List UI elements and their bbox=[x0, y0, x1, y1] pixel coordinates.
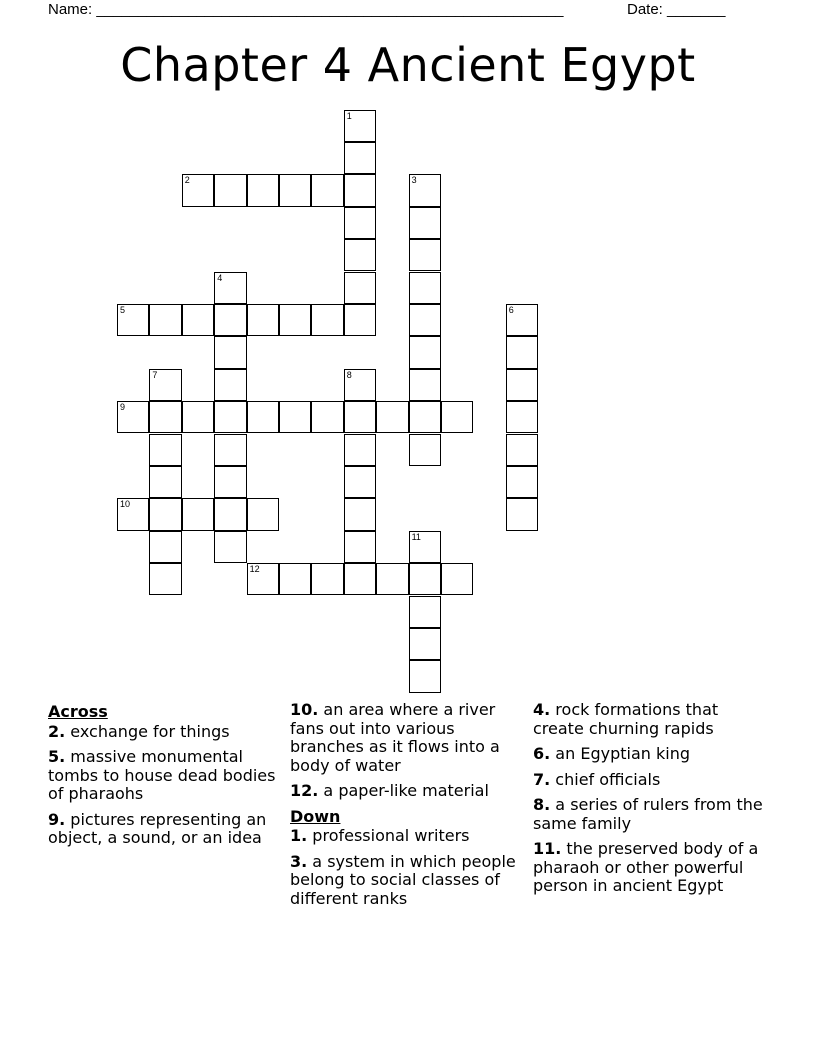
clue-number: 2 bbox=[184, 175, 190, 186]
grid-cell[interactable] bbox=[149, 434, 181, 466]
grid-cell[interactable] bbox=[214, 174, 246, 206]
clue-number: 10 bbox=[120, 499, 131, 510]
grid-cell[interactable] bbox=[506, 466, 538, 498]
date-label: Date: _______ bbox=[627, 1, 726, 18]
grid-cell[interactable] bbox=[182, 304, 214, 336]
grid-cell[interactable] bbox=[344, 466, 376, 498]
grid-cell[interactable] bbox=[409, 336, 441, 368]
grid-cell[interactable] bbox=[376, 563, 408, 595]
clue-number: 4 bbox=[217, 272, 223, 283]
clue-down-1: 1. professional writers bbox=[290, 826, 470, 845]
grid-cell[interactable] bbox=[214, 531, 246, 563]
clue-column-1 bbox=[48, 701, 284, 855]
grid-cell[interactable] bbox=[409, 563, 441, 595]
grid-cell[interactable] bbox=[344, 304, 376, 336]
grid-cell[interactable] bbox=[344, 434, 376, 466]
grid-cell[interactable] bbox=[214, 498, 246, 530]
grid-cell[interactable] bbox=[344, 498, 376, 530]
grid-cell[interactable] bbox=[409, 239, 441, 271]
clue-across-9: 9. pictures representing an object, a sound, or an idea bbox=[48, 809, 267, 847]
clue-column-3 bbox=[533, 701, 773, 903]
clue-across-10: 10. an area where a river fans out into various branches as it flows into a body of water bbox=[290, 700, 500, 775]
clue-down-3: 3. a system in which people belong to social classes of different ranks bbox=[290, 851, 516, 908]
name-label: Name: ________________________________________________________ bbox=[48, 1, 564, 18]
grid-cell[interactable] bbox=[409, 304, 441, 336]
grid-cell[interactable] bbox=[409, 660, 441, 692]
grid-cell[interactable] bbox=[506, 336, 538, 368]
clue-down-4: 4. rock formations that create churning rapids bbox=[533, 700, 719, 738]
grid-cell[interactable] bbox=[117, 401, 149, 433]
clue-across-2: 2. exchange for things bbox=[48, 721, 230, 741]
grid-cell[interactable] bbox=[441, 563, 473, 595]
grid-cell[interactable] bbox=[214, 304, 246, 336]
clue-number: 3 bbox=[411, 175, 417, 186]
grid-cell[interactable] bbox=[344, 531, 376, 563]
page-title: Chapter 4 Ancient Egypt bbox=[120, 38, 696, 92]
grid-cell[interactable] bbox=[344, 174, 376, 206]
grid-cell[interactable] bbox=[247, 304, 279, 336]
clue-across-12: 12. a paper-like material bbox=[290, 781, 489, 800]
clue-number: 12 bbox=[249, 564, 260, 575]
grid-cell[interactable] bbox=[506, 498, 538, 530]
across-heading: Across bbox=[48, 702, 108, 721]
grid-cell[interactable] bbox=[376, 401, 408, 433]
grid-cell[interactable] bbox=[247, 563, 279, 595]
grid-cell[interactable] bbox=[344, 401, 376, 433]
clue-down-8: 8. a series of rulers from the same family bbox=[533, 795, 763, 833]
grid-cell[interactable] bbox=[311, 174, 343, 206]
grid-cell[interactable] bbox=[409, 434, 441, 466]
grid-cell[interactable] bbox=[344, 110, 376, 142]
grid-cell[interactable] bbox=[344, 207, 376, 239]
grid-cell[interactable] bbox=[247, 174, 279, 206]
grid-cell[interactable] bbox=[441, 401, 473, 433]
grid-cell[interactable] bbox=[149, 401, 181, 433]
grid-cell[interactable] bbox=[409, 174, 441, 206]
grid-cell[interactable] bbox=[149, 304, 181, 336]
grid-cell[interactable] bbox=[279, 304, 311, 336]
grid-cell[interactable] bbox=[182, 174, 214, 206]
grid-cell[interactable] bbox=[149, 563, 181, 595]
grid-cell[interactable] bbox=[344, 563, 376, 595]
clue-number: 9 bbox=[120, 402, 126, 413]
grid-cell[interactable] bbox=[182, 401, 214, 433]
grid-cell[interactable] bbox=[409, 628, 441, 660]
grid-cell[interactable] bbox=[279, 174, 311, 206]
clue-column-2 bbox=[290, 701, 530, 915]
down-heading: Down bbox=[290, 806, 341, 826]
grid-cell[interactable] bbox=[344, 142, 376, 174]
grid-cell[interactable] bbox=[506, 369, 538, 401]
clue-number: 5 bbox=[120, 304, 126, 315]
grid-cell[interactable] bbox=[409, 207, 441, 239]
grid-cell[interactable] bbox=[214, 401, 246, 433]
clue-number: 11 bbox=[411, 531, 421, 542]
grid-cell[interactable] bbox=[247, 498, 279, 530]
grid-cell[interactable] bbox=[409, 401, 441, 433]
grid-cell[interactable] bbox=[214, 369, 246, 401]
grid-cell[interactable] bbox=[409, 531, 441, 563]
grid-cell[interactable] bbox=[149, 466, 181, 498]
grid-cell[interactable] bbox=[311, 401, 343, 433]
grid-cell[interactable] bbox=[149, 498, 181, 530]
grid-cell[interactable] bbox=[409, 369, 441, 401]
grid-cell[interactable] bbox=[344, 272, 376, 304]
clue-down-11: 11. the preserved body of a pharaoh or other powerful person in ancient Egypt bbox=[533, 839, 759, 895]
grid-cell[interactable] bbox=[279, 563, 311, 595]
clue-number: 8 bbox=[346, 369, 352, 380]
grid-cell[interactable] bbox=[182, 498, 214, 530]
grid-cell[interactable] bbox=[117, 304, 149, 336]
grid-cell[interactable] bbox=[409, 272, 441, 304]
clue-across-5: 5. massive monumental tombs to house dead bodies of pharaohs bbox=[48, 747, 276, 803]
grid-cell[interactable] bbox=[311, 563, 343, 595]
clue-down-6: 6. an Egyptian king bbox=[533, 744, 690, 763]
grid-cell[interactable] bbox=[506, 304, 538, 336]
grid-cell[interactable] bbox=[506, 401, 538, 433]
grid-cell[interactable] bbox=[247, 401, 279, 433]
grid-cell[interactable] bbox=[149, 369, 181, 401]
clue-number: 1 bbox=[346, 110, 352, 121]
grid-cell[interactable] bbox=[279, 401, 311, 433]
grid-cell[interactable] bbox=[149, 531, 181, 563]
grid-cell[interactable] bbox=[214, 466, 246, 498]
grid-cell[interactable] bbox=[311, 304, 343, 336]
grid-cell[interactable] bbox=[214, 272, 246, 304]
grid-cell[interactable] bbox=[214, 434, 246, 466]
grid-cell[interactable] bbox=[214, 336, 246, 368]
grid-cell[interactable] bbox=[409, 596, 441, 628]
clue-number: 6 bbox=[508, 304, 514, 315]
grid-cell[interactable] bbox=[344, 239, 376, 271]
clue-down-7: 7. chief officials bbox=[533, 769, 661, 789]
grid-cell[interactable] bbox=[506, 434, 538, 466]
grid-cell[interactable] bbox=[344, 369, 376, 401]
grid-cell[interactable] bbox=[117, 498, 149, 530]
clue-number: 7 bbox=[152, 369, 158, 380]
